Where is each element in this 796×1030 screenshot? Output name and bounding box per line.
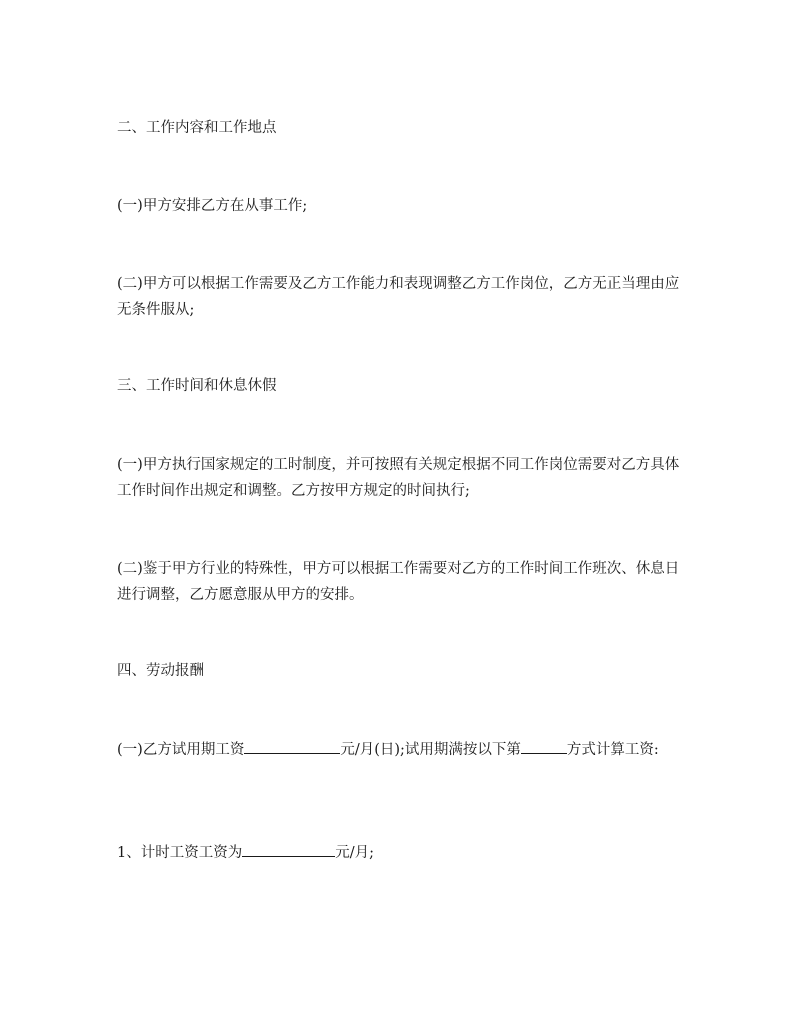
- section-heading-working-hours: 三、工作时间和休息休假: [117, 378, 277, 394]
- probation-wage-text-3: 方式计算工资:: [566, 742, 659, 758]
- calculation-method-blank[interactable]: [521, 738, 567, 754]
- section-heading-remuneration: 四、劳动报酬: [117, 663, 204, 679]
- paragraph-position-adjustment: (二)甲方可以根据工作需要及乙方工作能力和表现调整乙方工作岗位，乙方无正当理由应无条件服从;: [117, 276, 680, 318]
- section-heading-work-content: 二、工作内容和工作地点: [117, 120, 277, 136]
- probation-wage-text-2: 元/月(日);试用期满按以下第: [340, 742, 521, 758]
- paragraph-work-assignment: (一)甲方安排乙方在从事工作;: [117, 198, 308, 214]
- hourly-wage-text-1: 1、计时工资工资为: [117, 845, 243, 861]
- paragraph-hourly-wage: [117, 840, 682, 866]
- probation-wage-blank[interactable]: [244, 738, 340, 754]
- paragraph-schedule-adjustment: (二)鉴于甲方行业的特殊性，甲方可以根据工作需要对乙方的工作时间工作班次、休息日进行调整，乙方愿意服从甲方的安排。: [117, 561, 680, 603]
- probation-wage-text-1: (一)乙方试用期工资: [117, 742, 245, 758]
- paragraph-probation-wage: [117, 737, 682, 763]
- hourly-wage-blank[interactable]: [242, 841, 335, 857]
- hourly-wage-text-2: 元/月;: [335, 845, 375, 861]
- paragraph-working-hour-system: (一)甲方执行国家规定的工时制度，并可按照有关规定根据不同工作岗位需要对乙方具体工作时间作出规定和调整。乙方按甲方规定的时间执行;: [117, 457, 680, 499]
